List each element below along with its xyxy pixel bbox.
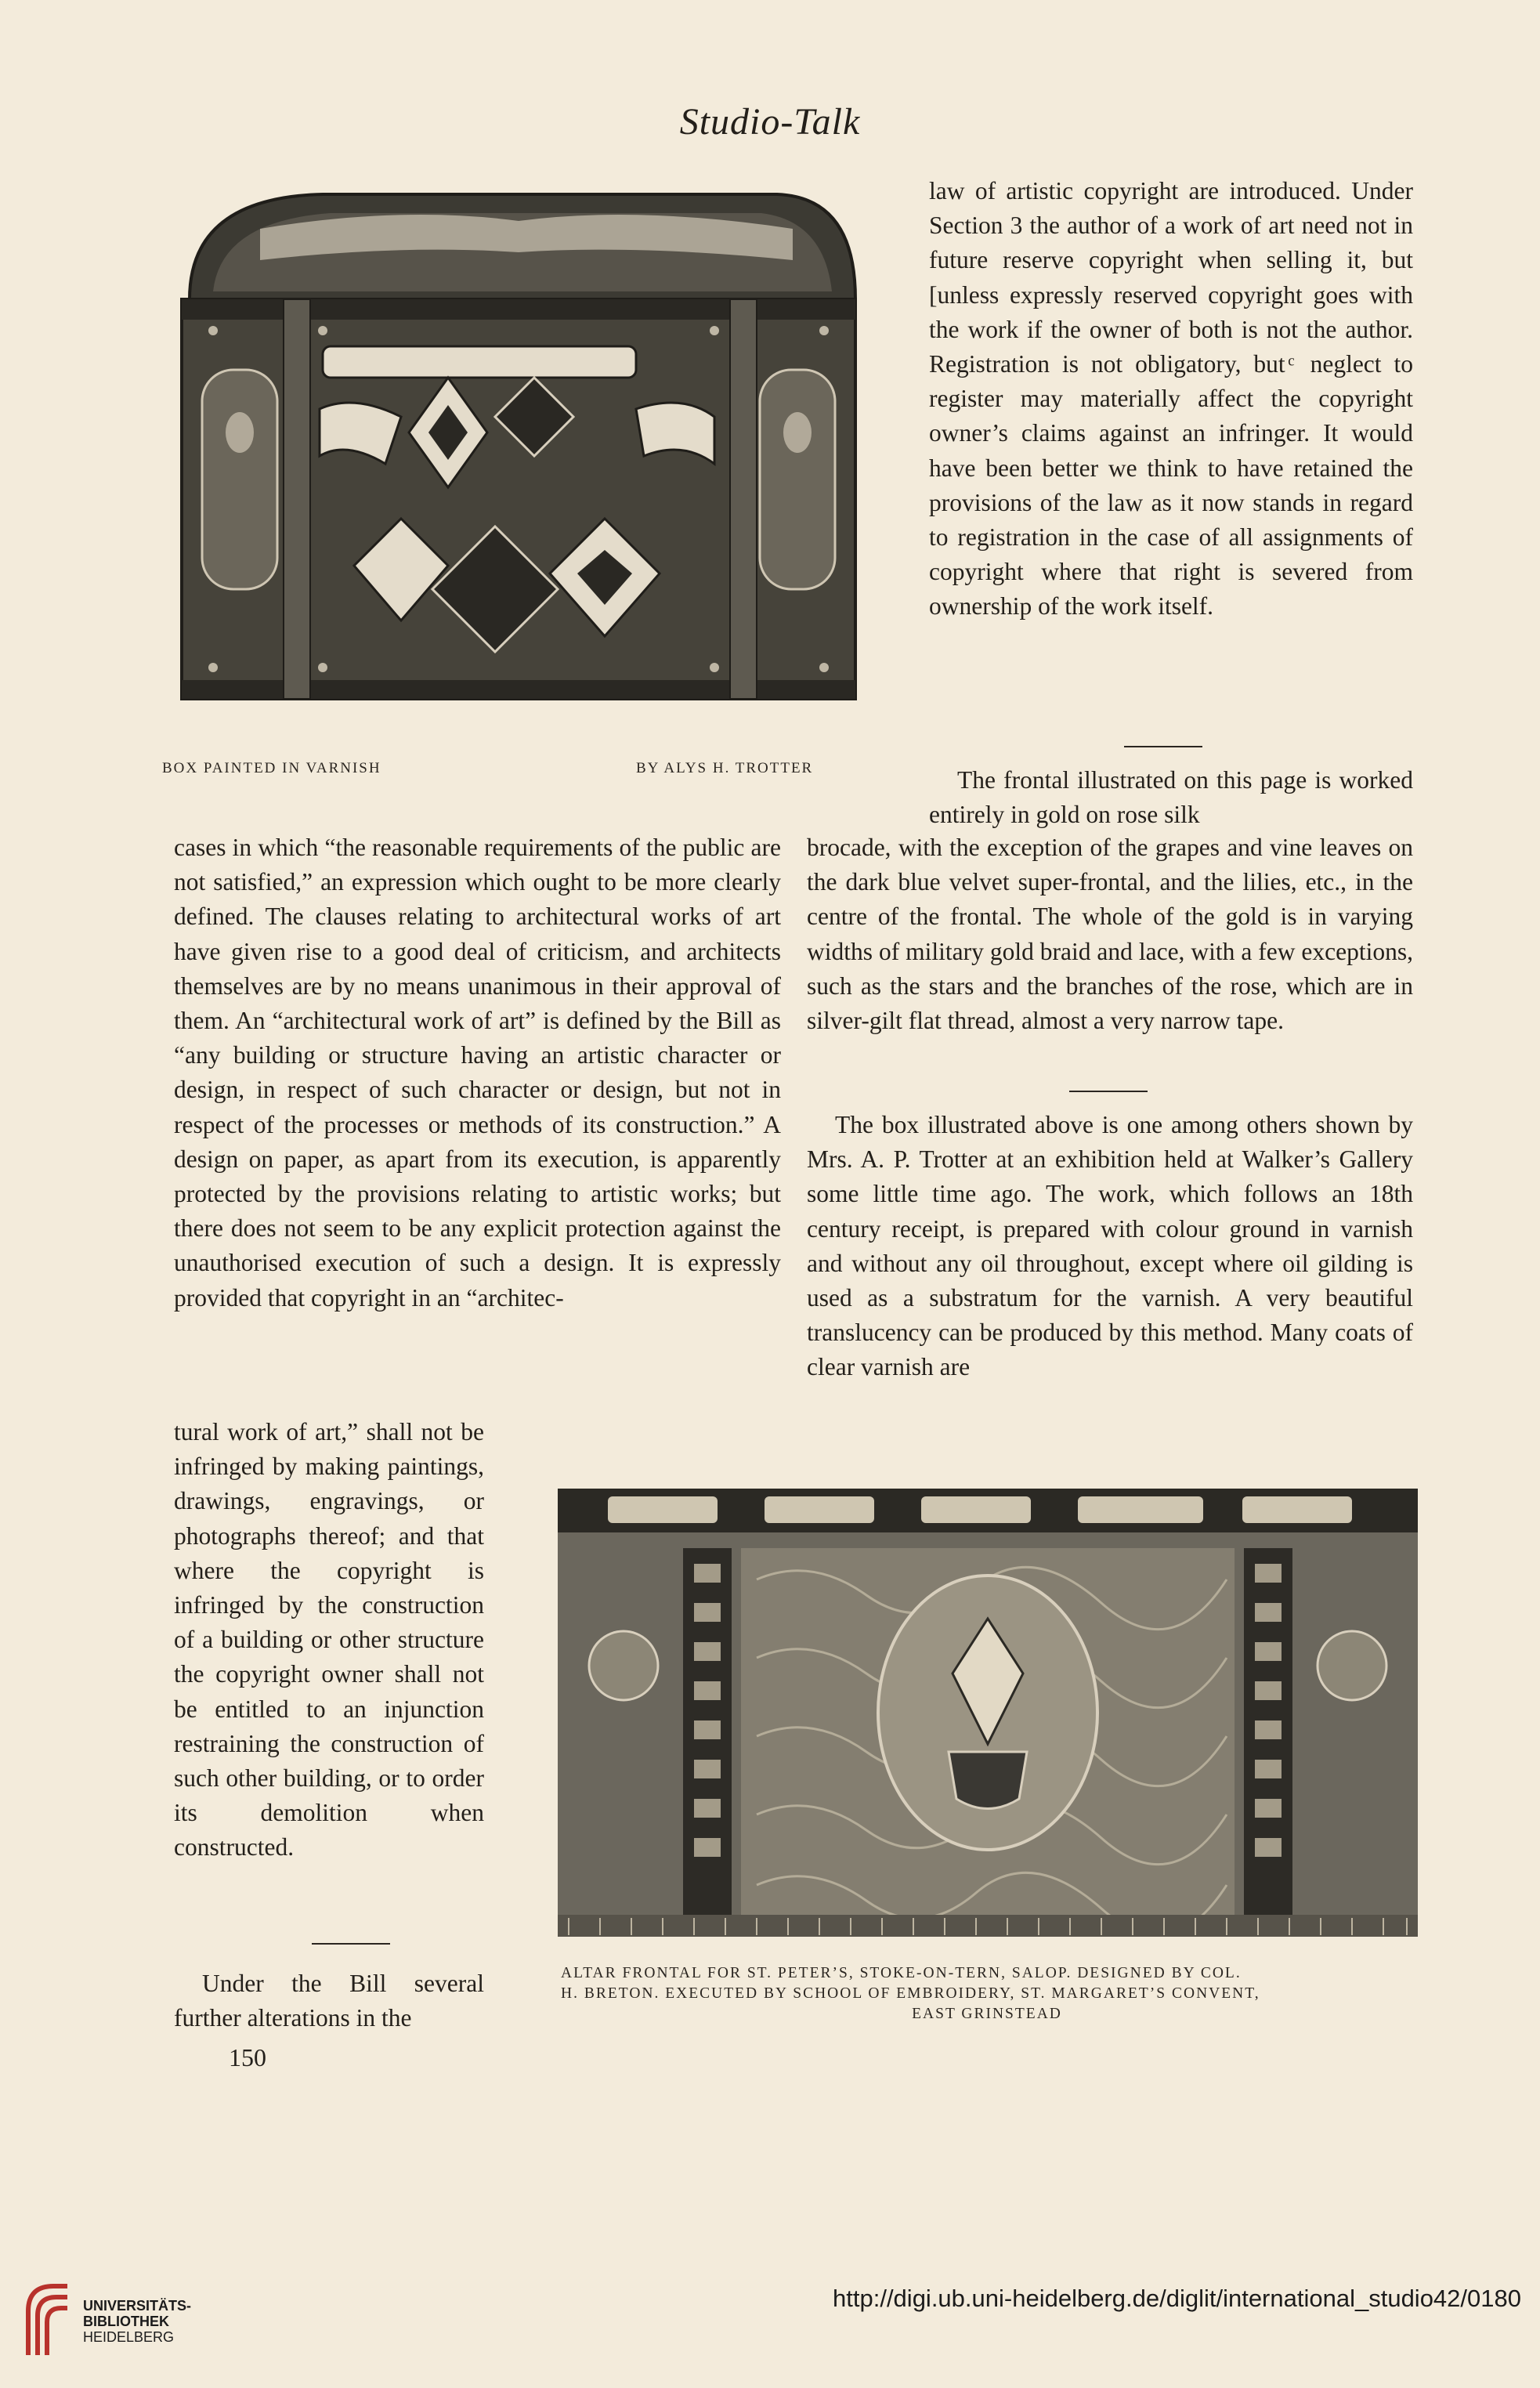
library-name-line-2: BIBLIOTHEK	[83, 2314, 169, 2329]
frontal-caption-line-1: ALTAR FRONTAL FOR ST. PETER’S, STOKE-ON-TERN, SALOP. DESIGNED BY COL.	[561, 1965, 1242, 1981]
right-column-lower	[807, 1108, 1413, 1385]
right-column-para2-head	[929, 763, 1413, 832]
left-para-2: Under the Bill several further alterations in the	[174, 1970, 484, 2032]
running-title: Studio-Talk	[679, 101, 861, 143]
right-para-1: law of artistic copyright are introduced. Under Section 3 the author of a work of art need not in future reserve copyright when selling it, but [unless expressly reserved copyright goes with the work if the owner of both is not the author. Registration is not obligatory, but ͨ neglect to register may materially affect the copyright owner’s claims against an infringer. It would have been better we think to have retained the provisions of the law as it now stands in regard to registration in the case of all assignments of copyright where that right is severed from ownership of the work itself.	[929, 177, 1413, 621]
box-caption-right: BY ALYS H. TROTTER	[636, 760, 814, 776]
library-logo	[22, 2280, 74, 2358]
source-url[interactable]: http://digi.ub.uni-heidelberg.de/diglit/international_studio42/0180	[833, 2285, 1521, 2312]
frontal-caption-line-3: EAST GRINSTEAD	[912, 2006, 1062, 2022]
library-name	[83, 2298, 191, 2345]
left-column-bottom	[174, 1966, 484, 2035]
left-para-1: cases in which “the reasonable requirements of the public are not satisfied,” an expression which ought to be more clearly defined. The clauses relating to architectural works of art have given rise to a good deal of criticism, and architects themselves are by no means unanimous in their approval of them. An “architectural work of art” is defined by the Bill as “any building or structure having an artistic character or design, in respect of such character or design, but not in respect of the processes or methods of its construction.” A design on paper, as apart from its execution, is apparently protected by the provisions relating to artistic works; but there does not seem to be any explicit protection against the unauthorised execution of such a design. It is expressly provided that copyright in an “architec-	[174, 834, 781, 1312]
right-para-3: The box illustrated above is one among others shown by Mrs. A. P. Trotter at an exhibition held at Walker’s Gallery some little time ago. The work, which follows an 18th century receipt, is prepared with colour ground in varnish and without any oil throughout, except where oil gilding is used as a substratum for the varnish. A very beautiful translucency can be produced by this method. Many coats of clear varnish are	[807, 1111, 1413, 1381]
right-para-2-head: The frontal illustrated on this page is worked entirely in gold on rose silk	[929, 766, 1413, 829]
library-name-line-3: HEIDELBERG	[83, 2329, 175, 2345]
altar-frontal-art	[553, 1485, 1423, 1940]
section-rule	[312, 1943, 390, 1945]
box-illustration-art	[166, 182, 871, 719]
library-name-line-1: UNIVERSITÄTS-	[83, 2298, 192, 2314]
altar-frontal-illustration	[553, 1485, 1423, 1940]
section-rule	[1069, 1091, 1148, 1092]
box-illustration	[166, 182, 871, 719]
page-number: 150	[229, 2043, 266, 2071]
library-logo-icon	[22, 2280, 74, 2358]
left-column-narrow	[174, 1415, 484, 1865]
left-column	[174, 830, 781, 1315]
frontal-caption-line-2: H. BRETON. EXECUTED BY SCHOOL OF EMBROIDERY, ST. MARGARET’S CONVENT,	[561, 1985, 1260, 2002]
left-para-1-narrow: tural work of art,” shall not be infringed by making paintings, drawings, engravings, or photographs thereof; and that where the copyright is infringed by the construction of a building or other structure the copyright owner shall not be entitled to an injunction restraining the construction of such other building, or to order its demolition when constructed.	[174, 1418, 484, 1862]
right-column-middle	[807, 830, 1413, 1038]
right-para-2-tail: brocade, with the exception of the grapes and vine leaves on the dark blue velvet super-frontal, and the lilies, etc., in the centre of the frontal. The whole of the gold is in varying widths of military gold braid and lace, with a few exceptions, such as the stars and the branches of the rose, which are in silver-gilt flat thread, almost a very narrow tape.	[807, 834, 1413, 1035]
section-rule	[1124, 746, 1202, 747]
right-column-top	[929, 174, 1413, 624]
box-caption-left: BOX PAINTED IN VARNISH	[162, 760, 381, 776]
